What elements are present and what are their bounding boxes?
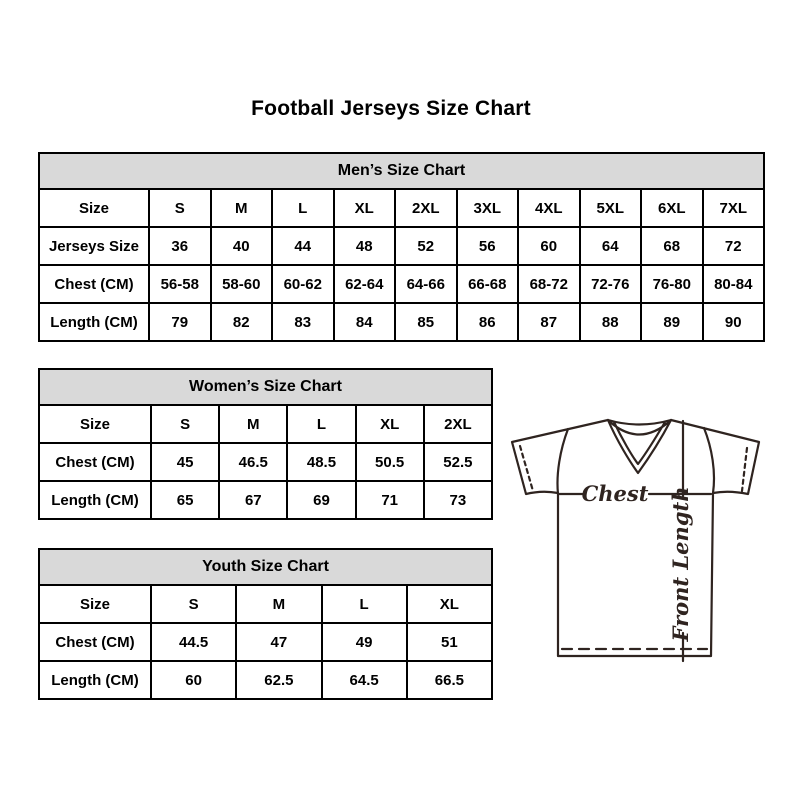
- value-cell: 72-76: [580, 265, 642, 303]
- value-cell: 5XL: [580, 189, 642, 227]
- value-cell: 45: [151, 443, 219, 481]
- value-cell: 90: [703, 303, 765, 341]
- table-title-row: [39, 369, 492, 405]
- value-cell: M: [236, 585, 321, 623]
- mens-table-body: [39, 189, 764, 341]
- value-cell: 87: [518, 303, 580, 341]
- value-cell: 47: [236, 623, 321, 661]
- value-cell: 48.5: [287, 443, 355, 481]
- value-cell: 80-84: [703, 265, 765, 303]
- row-label-cell: Chest (CM): [39, 265, 149, 303]
- youth-table-title: Youth Size Chart: [39, 549, 492, 585]
- value-cell: 40: [211, 227, 273, 265]
- value-cell: 88: [580, 303, 642, 341]
- table-title-row: [39, 153, 764, 189]
- table-title-row: [39, 549, 492, 585]
- table-row: [39, 265, 764, 303]
- jersey-measurement-diagram: [498, 398, 778, 678]
- value-cell: 71: [356, 481, 424, 519]
- value-cell: 56: [457, 227, 519, 265]
- womens-table-title: Women’s Size Chart: [39, 369, 492, 405]
- value-cell: 68-72: [518, 265, 580, 303]
- womens-table-body: [39, 405, 492, 519]
- table-row: [39, 303, 764, 341]
- value-cell: 60-62: [272, 265, 334, 303]
- row-label-cell: Size: [39, 189, 149, 227]
- value-cell: 89: [641, 303, 703, 341]
- value-cell: 36: [149, 227, 211, 265]
- value-cell: 52: [395, 227, 457, 265]
- value-cell: 85: [395, 303, 457, 341]
- value-cell: M: [211, 189, 273, 227]
- row-label-cell: Length (CM): [39, 481, 151, 519]
- value-cell: 60: [518, 227, 580, 265]
- value-cell: S: [151, 585, 236, 623]
- front-length-label: Front Length: [668, 486, 693, 642]
- row-label-cell: Chest (CM): [39, 623, 151, 661]
- value-cell: 73: [424, 481, 492, 519]
- value-cell: 2XL: [424, 405, 492, 443]
- value-cell: 66-68: [457, 265, 519, 303]
- value-cell: 52.5: [424, 443, 492, 481]
- value-cell: 84: [334, 303, 396, 341]
- value-cell: 58-60: [211, 265, 273, 303]
- value-cell: 66.5: [407, 661, 492, 699]
- value-cell: 62.5: [236, 661, 321, 699]
- value-cell: 51: [407, 623, 492, 661]
- value-cell: 62-64: [334, 265, 396, 303]
- value-cell: 72: [703, 227, 765, 265]
- row-label-cell: Chest (CM): [39, 443, 151, 481]
- value-cell: 7XL: [703, 189, 765, 227]
- value-cell: L: [322, 585, 407, 623]
- table-row: [39, 189, 764, 227]
- value-cell: 64: [580, 227, 642, 265]
- value-cell: 86: [457, 303, 519, 341]
- value-cell: 50.5: [356, 443, 424, 481]
- value-cell: M: [219, 405, 287, 443]
- value-cell: 69: [287, 481, 355, 519]
- value-cell: L: [272, 189, 334, 227]
- youth-table-body: [39, 585, 492, 699]
- value-cell: 83: [272, 303, 334, 341]
- value-cell: 64.5: [322, 661, 407, 699]
- mens-table-title: Men’s Size Chart: [39, 153, 764, 189]
- page-title: Football Jerseys Size Chart: [251, 97, 531, 120]
- value-cell: XL: [356, 405, 424, 443]
- value-cell: 60: [151, 661, 236, 699]
- value-cell: 68: [641, 227, 703, 265]
- value-cell: S: [151, 405, 219, 443]
- value-cell: 56-58: [149, 265, 211, 303]
- value-cell: 76-80: [641, 265, 703, 303]
- value-cell: L: [287, 405, 355, 443]
- row-label-cell: Length (CM): [39, 303, 149, 341]
- value-cell: 4XL: [518, 189, 580, 227]
- mens-size-table: [38, 152, 765, 342]
- womens-size-table: [38, 368, 493, 520]
- value-cell: 44: [272, 227, 334, 265]
- value-cell: 44.5: [151, 623, 236, 661]
- row-label-cell: Size: [39, 405, 151, 443]
- table-row: [39, 481, 492, 519]
- value-cell: 2XL: [395, 189, 457, 227]
- value-cell: 65: [151, 481, 219, 519]
- value-cell: 48: [334, 227, 396, 265]
- row-label-cell: Size: [39, 585, 151, 623]
- chest-label: Chest: [581, 481, 649, 506]
- table-row: [39, 585, 492, 623]
- value-cell: 49: [322, 623, 407, 661]
- table-row: [39, 443, 492, 481]
- collar-lines: [608, 420, 671, 473]
- table-row: [39, 405, 492, 443]
- row-label-cell: Jerseys Size: [39, 227, 149, 265]
- table-row: [39, 227, 764, 265]
- value-cell: 46.5: [219, 443, 287, 481]
- youth-size-table: [38, 548, 493, 700]
- table-row: [39, 623, 492, 661]
- value-cell: 3XL: [457, 189, 519, 227]
- value-cell: 82: [211, 303, 273, 341]
- row-label-cell: Length (CM): [39, 661, 151, 699]
- value-cell: XL: [334, 189, 396, 227]
- value-cell: 79: [149, 303, 211, 341]
- table-row: [39, 661, 492, 699]
- value-cell: 67: [219, 481, 287, 519]
- value-cell: XL: [407, 585, 492, 623]
- value-cell: S: [149, 189, 211, 227]
- jersey-outline: [512, 420, 759, 656]
- value-cell: 64-66: [395, 265, 457, 303]
- value-cell: 6XL: [641, 189, 703, 227]
